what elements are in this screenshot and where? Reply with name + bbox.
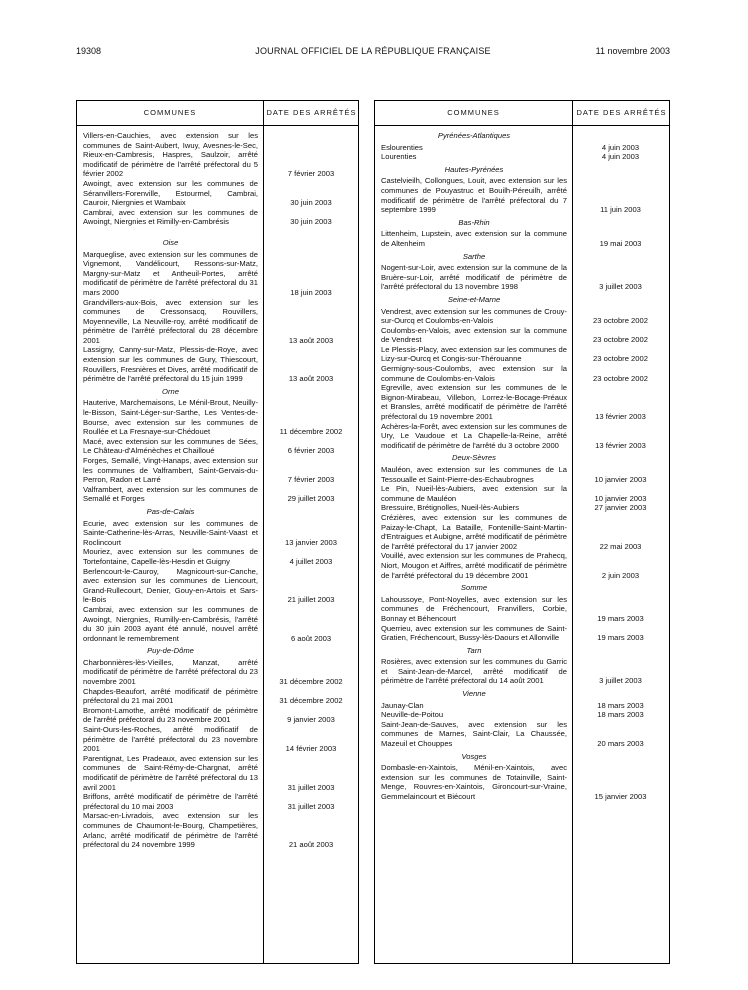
table-row <box>83 657 343 687</box>
commune-entry-text: Awoingt, avec extension sur les communes de Séranvillers-Forenville, Estourmel, Cambrai, Cauroir, Niergnies et Wambaix <box>83 178 258 208</box>
arrete-date: 11 juin 2003 <box>600 205 641 215</box>
table-row <box>83 566 335 605</box>
communes-column-header: COMMUNES <box>143 108 197 117</box>
commune-entry-text: Mauléon, avec extension sur les communes de La Tessoualle et Saint-Pierre-des-Echaubrognes <box>381 465 567 484</box>
table-row <box>381 364 648 383</box>
table-row <box>83 436 335 456</box>
table-row <box>381 594 644 624</box>
commune-entry-text: Chapdes-Beaufort, arrêté modificatif de périmètre préfectoral du 21 mai 2001 <box>83 686 258 706</box>
left-table-header <box>77 101 358 126</box>
table-row <box>381 306 648 326</box>
commune-entry-text: Le Plessis-Placy, avec extension sur les communes de Lizy-sur-Ourcq et Congis-sur-Thérouanne <box>381 344 567 364</box>
commune-entry-text: Forges, Semallé, Vingt-Hanaps, avec extension sur les communes de Valframbert, Saint-Gervais-du-Perron, Radon et Larré <box>83 456 258 485</box>
commune-entry-text: Vouillé, avec extension sur les communes de Prahecq, Niort, Mougon et Aiffres, arrêté modificatif de périmètre de l'arrêté préfectoral du 19 décembre 2001 <box>381 551 567 580</box>
table-row <box>83 725 337 754</box>
table-row <box>83 178 332 208</box>
arrete-date: 10 janvier 2003 <box>594 474 647 484</box>
department-heading: Seine-et-Marne <box>447 294 501 304</box>
commune-entry-text: Macé, avec extension sur les communes de Sées, Le Château-d'Alménèches et Chailloué <box>83 436 258 456</box>
department-heading: Bas-Rhin <box>458 217 490 227</box>
department-heading: Somme <box>460 583 488 593</box>
commune-entry-text: Grandvillers-aux-Bois, avec extension sur les communes de Cressonsacq, Rouvillers, Moyenneville, La Neuville-roy, arrêté modificatif de périmètre de l'arrêté préfectoral du 28 décembre 2001 <box>83 297 258 345</box>
arrete-date: 2 juin 2003 <box>601 570 640 580</box>
department-heading: Pas-de-Calais <box>146 506 195 516</box>
arrete-date: 13 février 2003 <box>595 412 646 422</box>
journal-title: JOURNAL OFFICIEL DE LA RÉPUBLIQUE FRANÇAISE <box>255 46 491 56</box>
arrete-date: 9 janvier 2003 <box>287 715 335 725</box>
table-row <box>381 623 644 643</box>
commune-entry-text: Nogent-sur-Loir, avec extension sur la commune de la Bruère-sur-Loir, arrêté modificatif de périmètre de l'arrêté préfectoral du 13 novembre 1998 <box>381 263 567 292</box>
arrete-date: 3 juillet 2003 <box>599 676 642 686</box>
arrete-date: 11 décembre 2002 <box>279 427 343 437</box>
arrete-date: 23 octobre 2002 <box>593 316 648 326</box>
department-heading: Vienne <box>462 689 486 699</box>
right-table <box>374 100 670 964</box>
page-header <box>76 46 670 60</box>
commune-entry-text: Coulombs-en-Valois, avec extension sur la commune de Vendrest <box>381 325 567 345</box>
arrete-date: 7 février 2003 <box>287 475 335 485</box>
arrete-date: 13 août 2003 <box>288 374 334 384</box>
table-row <box>83 297 334 346</box>
table-row <box>83 753 335 792</box>
column-divider <box>572 101 573 963</box>
table-row <box>83 249 332 298</box>
table-row <box>83 811 334 850</box>
table-row <box>381 325 648 345</box>
column-divider <box>263 101 264 963</box>
table-row <box>83 484 335 504</box>
table-row <box>83 518 337 548</box>
department-heading: Sarthe <box>462 251 486 261</box>
right-entries <box>381 131 648 802</box>
arrete-date: 13 janvier 2003 <box>285 537 337 547</box>
commune-entry-text: Hauterive, Marchemaisons, Le Ménil-Brout, Neuilly-le-Bisson, Saint-Léger-sur-Sarthe, Les Ventes-de-Bourse, avec extension sur les communes de Roullée et La Fresnaye-sur-Chédouet <box>83 398 258 437</box>
page-number: 19308 <box>76 46 102 56</box>
arrete-date: 18 juin 2003 <box>290 287 332 297</box>
commune-entry-text: Cambrai, avec extension sur les communes de Awoingt, Niergnies et Rimilly-en-Cambrésis <box>83 207 258 227</box>
department-heading: Oise <box>162 237 179 247</box>
table-row <box>83 131 335 179</box>
commune-entry-text: Le Pin, Nueil-lès-Aubiers, avec extension sur la commune de Mauléon <box>381 484 567 503</box>
left-entries <box>83 131 343 850</box>
table-row <box>381 710 644 720</box>
arrete-date: 23 octobre 2002 <box>593 373 648 383</box>
department-heading: Orne <box>162 386 179 396</box>
arrete-date: 19 mars 2003 <box>597 633 644 643</box>
arrete-date: 31 décembre 2002 <box>279 696 343 706</box>
table-row <box>381 763 647 801</box>
table-row <box>381 152 640 162</box>
department-heading: Tarn <box>466 645 482 655</box>
dates-column-header: DATE DES ARRÊTÉS <box>576 108 667 117</box>
table-row <box>381 512 642 551</box>
arrete-date: 13 août 2003 <box>288 335 334 345</box>
arrete-date: 7 février 2003 <box>287 169 335 179</box>
department-heading: Vosges <box>461 751 487 761</box>
commune-entry-text: Germigny-sous-Coulombs, avec extension sur la commune de Coulombs-en-Valois <box>381 364 567 383</box>
arrete-date: 22 mai 2003 <box>599 541 642 551</box>
commune-entry-text: Ecurie, avec extension sur les communes de Sainte-Catherine-lès-Arras, Neuville-Saint-Vaast et Roclincourt <box>83 518 258 547</box>
department-heading: Puy-de-Dôme <box>147 646 194 656</box>
commune-entry-text: Rosières, avec extension sur les communes du Garric et Saint-Jean-de-Marcel, arrêté modificatif de périmètre de l'arrêté préfectoral du 14 août 2001 <box>381 657 567 686</box>
department-heading: Hautes-Pyrénées <box>444 164 504 174</box>
arrete-date: 23 octobre 2002 <box>593 354 648 364</box>
table-row <box>381 465 647 484</box>
department-heading: Deux-Sèvres <box>452 453 496 463</box>
arrete-date: 13 février 2003 <box>595 440 646 450</box>
commune-entry-text: Berlencourt-le-Cauroy, Magnicourt-sur-Canche, avec extension sur les communes de Liencourt, Grand-Rullecourt, Denier, Gouy-en-Artois et Sars-le-Bois <box>83 566 258 605</box>
commune-entry-text: Mouriez, avec extension sur les communes de Tortefontaine, Capelle-lès-Hesdin et Guigny <box>83 547 258 566</box>
table-row <box>381 719 644 749</box>
arrete-date: 6 février 2003 <box>287 446 335 456</box>
table-row <box>83 705 335 725</box>
commune-entry-text: Marsac-en-Livradois, avec extension sur les communes de Chaumont-le-Bourg, Champetières, Arlanc, arrêté modificatif de périmètre de l'arrêté préfectoral du 24 novembre 1999 <box>83 811 258 850</box>
commune-entry-text: Bressuire, Brétignolles, Nueil-lès-Aubiers <box>381 503 520 513</box>
dates-column-header: DATE DES ARRÊTÉS <box>266 108 357 117</box>
arrete-date: 30 juin 2003 <box>290 217 332 227</box>
table-row <box>381 700 644 711</box>
commune-entry-text: Lahoussoye, Pont-Noyelles, avec extension sur les communes de Fréchencourt, Franvillers, Corbie, Bonnay et Béhencourt <box>381 594 567 623</box>
table-row <box>381 421 646 451</box>
arrete-date: 31 juillet 2003 <box>287 801 335 811</box>
commune-entry-text: Villers-en-Cauchies, avec extension sur les communes de Saint-Aubert, Iwuy, Avesnes-le-Sec, Rieux-en-Cambresis, Haspres, Saulzoir, arrêté modificatif de périmètre de l'arrêté préfectoral du 5 février 2002 <box>83 131 258 179</box>
commune-entry-text: Vendrest, avec extension sur les communes de Crouy-sur-Ourcq et Coulombs-en-Valois <box>381 306 567 326</box>
arrete-date: 27 janvier 2003 <box>594 503 647 513</box>
arrete-date: 19 mars 2003 <box>597 613 644 623</box>
table-row <box>381 344 648 364</box>
table-row <box>381 229 642 248</box>
communes-column-header: COMMUNES <box>447 108 500 117</box>
commune-entry-text: Littenheim, Lupstein, avec extension sur la commune de Altenheim <box>381 229 567 248</box>
arrete-date: 3 juillet 2003 <box>599 282 642 292</box>
arrete-date: 31 décembre 2002 <box>279 677 343 687</box>
commune-entry-text: Marqueglise, avec extension sur les communes de Vignemont, Vandélicourt, Ressons-sur-Matz, Margny-sur-Matz et Antheuil-Portes, arrêté modificatif de périmètre de l'arrêté préfectoral du 31 mars 2000 <box>83 249 258 297</box>
arrete-date: 29 juillet 2003 <box>287 494 335 504</box>
commune-entry-text: Briffons, arrêté modificatif de périmètre de l'arrêté préfectoral du 10 mai 2003 <box>83 792 258 811</box>
table-row <box>83 792 335 811</box>
arrete-date: 18 mars 2003 <box>597 710 644 720</box>
table-row <box>381 176 641 215</box>
commune-entry-text: Crézières, avec extension sur les communes de Paizay-le-Chapt, La Bataille, Fontenille-Saint-Martin-d'Entraigues et Aubigne, arrêté modificatif de périmètre de l'arrêté préfectoral du 17 janvier 2002 <box>381 512 567 551</box>
arrete-date: 19 mai 2003 <box>599 238 642 248</box>
commune-entry-text: Dombasle-en-Xaintois, Ménil-en-Xaintois, avec extension sur les communes de Totainville, Saint-Menge, Rouvres-en-Xaintois, Gironcourt-sur-Vraine, Gemmelaincourt et Biécourt <box>381 763 567 801</box>
issue-date: 11 novembre 2003 <box>595 46 670 56</box>
table-row <box>83 604 332 643</box>
left-table <box>76 100 359 964</box>
commune-entry-text: Egreville, avec extension sur les communes de le Bignon-Mirabeau, Villebon, Lorrez-le-Bocage-Préaux et Bransles, arrêté modificatif de périmètre de l'arrêté préfectoral du 19 novembre 2001 <box>381 383 567 422</box>
arrete-date: 21 août 2003 <box>288 840 334 850</box>
commune-entry-text: Lassigny, Canny-sur-Matz, Plessis-de-Roye, avec extension sur les communes de Gury, Thiescourt, Rouvillers, Fresnières et Dives, arrêté modificatif de périmètre de l'arrêté préfectoral du 15 juin 1999 <box>83 345 258 384</box>
table-row <box>381 657 642 686</box>
commune-entry-text: Parentignat, Les Pradeaux, avec extension sur les communes de Saint-Rémy-de-Chargnat, arrêté modificatif de périmètre de l'arrêté préfectoral du 13 avril 2001 <box>83 753 258 792</box>
commune-entry-text: Lourenties <box>381 152 417 162</box>
right-table-header <box>375 101 669 126</box>
arrete-date: 31 juillet 2003 <box>287 782 335 792</box>
arrete-date: 4 juin 2003 <box>601 142 640 152</box>
arrete-date: 4 juillet 2003 <box>289 556 333 566</box>
commune-entry-text: Castelvieilh, Collongues, Louit, avec extension sur les communes de Pouyastruc et Bouilh-Péreuilh, arrêté modificatif de périmètre de l'arrêté préfectoral du 7 septembre 1999 <box>381 176 567 215</box>
arrete-date: 15 janvier 2003 <box>594 792 647 801</box>
table-row <box>381 551 640 580</box>
commune-entry-text: Neuville-de-Poitou <box>381 710 444 720</box>
commune-entry-text: Cambrai, avec extension sur les communes de Awoingt, Niergnies, Rumilly-en-Cambrésis, l'arrêté du 30 juin 2003 ayant été annulé, nouvel arrêté ordonnant le remembrement <box>83 604 258 643</box>
table-row <box>381 503 647 513</box>
arrete-date: 20 mars 2003 <box>597 739 644 749</box>
table-row <box>83 686 343 706</box>
commune-entry-text: Valframbert, avec extension sur les communes de Semallé et Forges <box>83 484 258 504</box>
table-row <box>83 207 332 227</box>
table-row <box>381 383 646 422</box>
arrete-date: 21 juillet 2003 <box>287 595 335 605</box>
arrete-date: 23 octobre 2002 <box>593 335 648 345</box>
commune-entry-text: Achères-la-Forêt, avec extension sur les communes de Ury, Le Vaudoue et La Chapelle-la-Reine, arrêté modificatif de périmètre de l'arrêté du 3 octobre 2000 <box>381 421 567 450</box>
table-row <box>381 142 640 153</box>
commune-entry-text: Saint-Jean-de-Sauves, avec extension sur les communes de Marnes, Saint-Clair, La Chaussée, Mazeuil et Chouppes <box>381 719 567 749</box>
table-row <box>381 263 642 292</box>
arrete-date: 14 février 2003 <box>285 744 337 754</box>
table-row <box>83 456 335 485</box>
table-row <box>381 484 647 503</box>
arrete-date: 10 janvier 2003 <box>594 493 647 503</box>
department-heading: Pyrénées-Atlantiques <box>437 131 511 140</box>
arrete-date: 6 août 2003 <box>290 633 332 643</box>
commune-entry-text: Charbonnières-lès-Vieilles, Manzat, arrêté modificatif de périmètre de l'arrêté préfectoral du 23 novembre 2001 <box>83 657 258 687</box>
table-row <box>83 345 334 384</box>
table-row <box>83 398 343 437</box>
commune-entry-text: Eslourenties <box>381 142 423 152</box>
arrete-date: 30 juin 2003 <box>290 198 332 208</box>
commune-entry-text: Saint-Ours-les-Roches, arrêté modificatif de périmètre de l'arrêté préfectoral du 23 novembre 2001 <box>83 725 258 754</box>
commune-entry-text: Jaunay-Clan <box>381 700 424 710</box>
arrete-date: 4 juin 2003 <box>601 152 640 162</box>
commune-entry-text: Bromont-Lamothe, arrêté modificatif de périmètre de l'arrêté préfectoral du 23 novembre 2001 <box>83 705 258 725</box>
commune-entry-text: Querrieu, avec extension sur les communes de Saint-Gratien, Fréchencourt, Bussy-lès-Daours et Allonville <box>381 623 567 643</box>
table-row <box>83 547 333 566</box>
arrete-date: 18 mars 2003 <box>597 700 644 710</box>
